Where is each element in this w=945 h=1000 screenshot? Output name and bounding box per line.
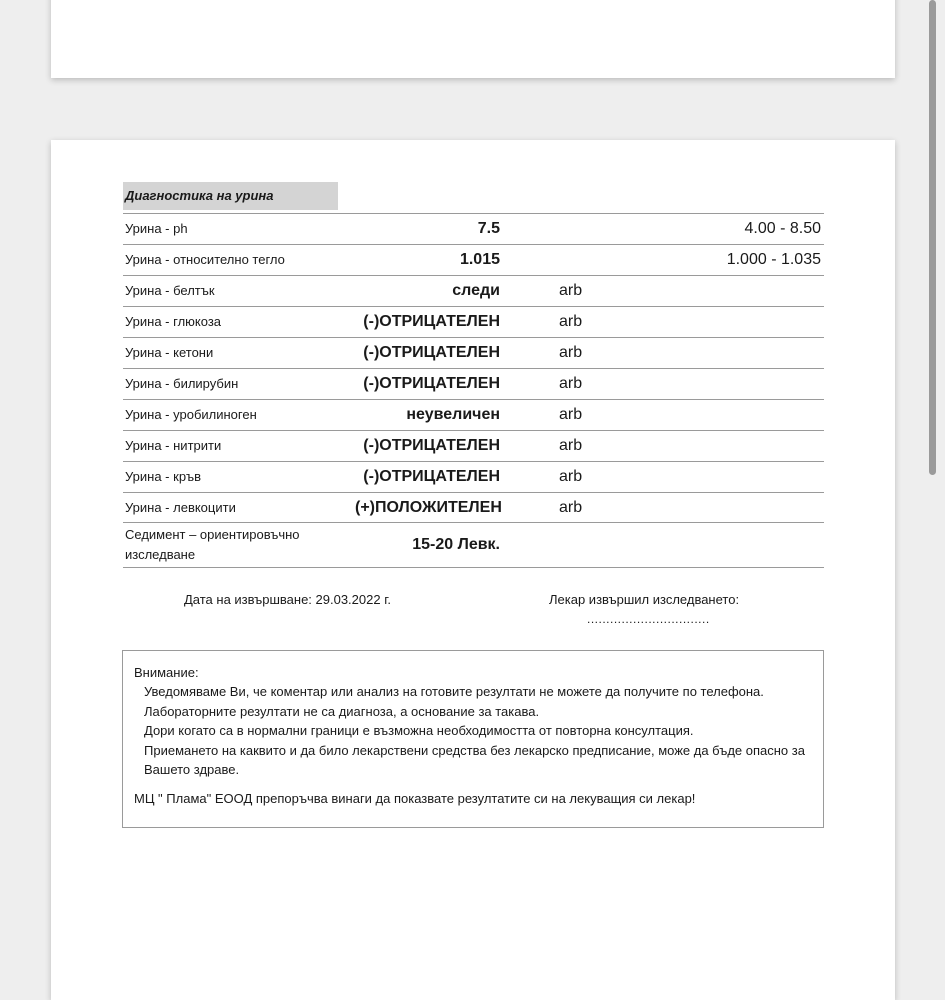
test-name: Урина - белтък [125, 283, 215, 298]
previous-page [51, 0, 895, 78]
test-unit: arb [559, 282, 583, 299]
notice-recommendation: МЦ " Плама" ЕООД препоръчва винаги да показвате резултатите си на лекуващия си лекар! [134, 791, 696, 806]
notice-line: Лабораторните резултати не са диагноза, а основание за такава. [144, 703, 540, 719]
test-unit: arb [559, 375, 583, 392]
test-name: Урина - кръв [125, 469, 202, 484]
test-name: Урина - нитрити [125, 438, 222, 453]
test-value: 15-20 Левк. [412, 536, 500, 553]
test-name: Урина - ph [125, 221, 188, 236]
test-value: 1.015 [459, 251, 500, 268]
test-value: 7.5 [477, 220, 500, 237]
doctor-label: Лекар извършил изследването: [549, 592, 740, 607]
test-value: (-)ОТРИЦАТЕЛЕН [363, 437, 500, 454]
table-row [123, 276, 824, 307]
test-unit: arb [559, 406, 583, 423]
table-row [123, 523, 824, 568]
table-row [123, 214, 824, 245]
test-unit: arb [559, 313, 583, 330]
test-unit: arb [559, 437, 583, 454]
test-unit: arb [559, 468, 583, 485]
test-value: (-)ОТРИЦАТЕЛЕН [363, 468, 500, 485]
test-value: (-)ОТРИЦАТЕЛЕН [363, 344, 500, 361]
doctor-signature-line: ................................ [587, 612, 710, 626]
table-row [123, 431, 824, 462]
test-name: Урина - левкоцити [125, 499, 236, 515]
table-row [123, 400, 824, 431]
test-name: Урина - относително тегло [125, 252, 285, 267]
table-row [123, 245, 824, 276]
test-name: Урина - билирубин [125, 376, 239, 391]
table-row [123, 462, 824, 493]
notice-line: Приемането на каквито и да било лекарствени средства без лекарско предписание, може да бъде опасно за Вашето здраве. [144, 742, 805, 777]
test-value: (-)ОТРИЦАТЕЛЕН [363, 375, 500, 392]
table-row [123, 369, 824, 400]
scrollbar-thumb[interactable] [929, 0, 936, 475]
table-row [123, 307, 824, 338]
test-name: Урина - глюкоза [125, 314, 222, 329]
test-value: следи [452, 282, 500, 299]
test-value: неувеличен [406, 406, 500, 423]
test-unit: arb [559, 498, 583, 516]
test-name: Седимент – ориентировъчно изследване [125, 527, 300, 562]
test-unit: arb [559, 344, 583, 361]
table-row [123, 338, 824, 369]
test-name: Урина - уробилиноген [125, 407, 257, 422]
notice-lines [144, 682, 814, 780]
notice-box [122, 650, 824, 828]
section-title: Диагностика на урина [123, 182, 338, 210]
test-reference: 4.00 - 8.50 [744, 220, 821, 237]
test-value: (+)ПОЛОЖИТЕЛЕН [355, 498, 502, 516]
execution-date: Дата на извършване: 29.03.2022 г. [184, 592, 391, 607]
test-value: (-)ОТРИЦАТЕЛЕН [363, 313, 500, 330]
notice-line: Дори когато са в нормални граници е възможна необходимостта от повторна консултация. [144, 723, 694, 738]
table-row [123, 493, 824, 523]
test-name: Урина - кетони [125, 345, 214, 360]
notice-title: Внимание: [134, 665, 199, 680]
notice-line: Уведомяваме Ви, че коментар или анализ на готовите резултати не можете да получите по телефона. [144, 684, 764, 699]
test-reference: 1.000 - 1.035 [726, 251, 821, 268]
